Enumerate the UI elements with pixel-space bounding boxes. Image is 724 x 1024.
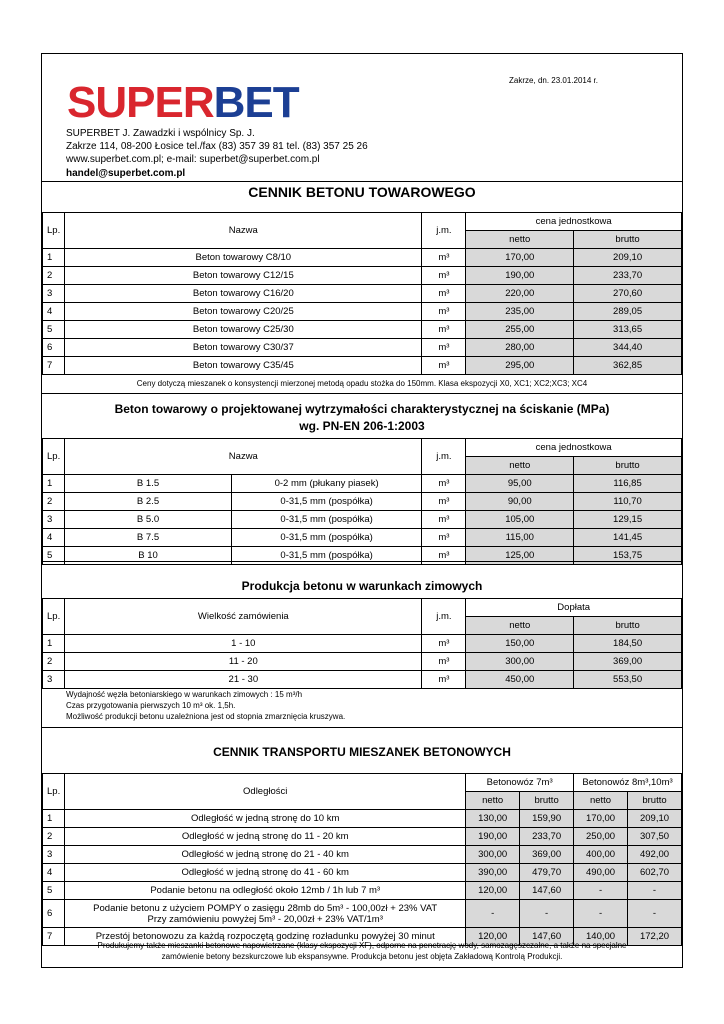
row-7m3-brutto: - bbox=[520, 900, 574, 928]
row-8-10m3-brutto: 209,10 bbox=[628, 810, 682, 828]
row-description: Odległość w jedną stronę do 41 - 60 km bbox=[65, 864, 466, 882]
row-lp: 1 bbox=[43, 249, 65, 267]
row-lp: 7 bbox=[43, 357, 65, 375]
row-brutto: 209,10 bbox=[574, 249, 682, 267]
row-netto: 300,00 bbox=[466, 653, 574, 671]
table-row bbox=[43, 864, 682, 882]
table-row bbox=[43, 671, 682, 689]
row-lp: 7 bbox=[43, 928, 65, 946]
table-row bbox=[43, 285, 682, 303]
row-brutto: 344,40 bbox=[574, 339, 682, 357]
row-8-10m3-netto: 170,00 bbox=[574, 810, 628, 828]
divider bbox=[42, 561, 682, 562]
header-netto: netto bbox=[466, 231, 574, 249]
row-order-size: 1 - 10 bbox=[65, 635, 422, 653]
row-7m3-netto: 390,00 bbox=[466, 864, 520, 882]
row-7m3-netto: 190,00 bbox=[466, 828, 520, 846]
row-7m3-brutto: 147,60 bbox=[520, 882, 574, 900]
row-brutto: 141,45 bbox=[574, 529, 682, 547]
row-netto: 255,00 bbox=[466, 321, 574, 339]
transport-price-table bbox=[42, 773, 682, 946]
company-email: handel@superbet.com.pl bbox=[66, 167, 186, 179]
row-lp: 2 bbox=[43, 653, 65, 671]
row-lp: 3 bbox=[43, 285, 65, 303]
row-aggregate: 0-31,5 mm (pospółka) bbox=[231, 511, 422, 529]
section1-note: Ceny dotyczą mieszanek o konsystencji mierzonej metodą opadu stożka do 150mm. Klasa ekspozycji X0, XC1; XC2;XC3; XC4 bbox=[42, 374, 682, 394]
row-7m3-netto: 300,00 bbox=[466, 846, 520, 864]
company-name: SUPERBET J. Zawadzki i wspólnicy Sp. J. bbox=[66, 128, 255, 139]
row-netto: 295,00 bbox=[466, 357, 574, 375]
row-8-10m3-netto: 400,00 bbox=[574, 846, 628, 864]
header-jm: j.m. bbox=[422, 599, 466, 635]
row-7m3-netto: 120,00 bbox=[466, 882, 520, 900]
row-lp: 4 bbox=[43, 303, 65, 321]
row-8-10m3-brutto: - bbox=[628, 882, 682, 900]
row-8-10m3-netto: 140,00 bbox=[574, 928, 628, 946]
row-aggregate: 0-31,5 mm (pospółka) bbox=[231, 529, 422, 547]
table-row bbox=[43, 900, 682, 928]
row-lp: 5 bbox=[43, 882, 65, 900]
row-unit: m³ bbox=[422, 547, 466, 565]
row-netto: 235,00 bbox=[466, 303, 574, 321]
footer-note bbox=[42, 940, 682, 962]
row-lp: 1 bbox=[43, 635, 65, 653]
row-aggregate: 0-2 mm (płukany piasek) bbox=[231, 475, 422, 493]
header-distance: Odległości bbox=[65, 774, 466, 810]
section2-title bbox=[42, 401, 682, 435]
row-description-line1: Podanie betonu z użyciem POMPY o zasięgu 28mb do 5m³ - 100,00zł + 23% VAT bbox=[93, 902, 438, 914]
header-lp: Lp. bbox=[43, 599, 65, 635]
divider bbox=[42, 181, 682, 182]
header-lp: Lp. bbox=[43, 439, 65, 475]
section1-title: CENNIK BETONU TOWAROWEGO bbox=[248, 184, 476, 200]
row-brutto: 110,70 bbox=[574, 493, 682, 511]
header-brutto: brutto bbox=[574, 231, 682, 249]
row-name: Beton towarowy C25/30 bbox=[65, 321, 422, 339]
row-description bbox=[65, 900, 466, 928]
row-netto: 170,00 bbox=[466, 249, 574, 267]
row-brutto: 116,85 bbox=[574, 475, 682, 493]
header-brutto: brutto bbox=[574, 617, 682, 635]
row-lp: 6 bbox=[43, 900, 65, 928]
row-description: Przestój betonowozu za każdą rozpoczętą godzinę rozładunku powyżej 30 minut bbox=[65, 928, 466, 946]
row-description: Odległość w jedną stronę do 10 km bbox=[65, 810, 466, 828]
row-name: Beton towarowy C30/37 bbox=[65, 339, 422, 357]
row-description: Podanie betonu na odległość około 12mb / 1h lub 7 m³ bbox=[65, 882, 466, 900]
row-netto: 450,00 bbox=[466, 671, 574, 689]
header-brutto: brutto bbox=[574, 457, 682, 475]
row-class: B 5.0 bbox=[65, 511, 232, 529]
row-netto: 115,00 bbox=[466, 529, 574, 547]
footer-note-line2: zamówienie betony bezskurczowe lub ekspansywne. Produkcja betonu jest objęta Zakładową Kontrolą Produkcji. bbox=[161, 952, 563, 961]
row-8-10m3-brutto: 492,00 bbox=[628, 846, 682, 864]
header-netto: netto bbox=[466, 457, 574, 475]
row-lp: 5 bbox=[43, 547, 65, 565]
winter-note-3: Możliwość produkcji betonu uzależniona jest od stopnia zmarznięcia kruszywa. bbox=[66, 712, 346, 721]
row-brutto: 270,60 bbox=[574, 285, 682, 303]
row-lp: 3 bbox=[43, 671, 65, 689]
table-row bbox=[43, 882, 682, 900]
row-8-10m3-netto: 490,00 bbox=[574, 864, 628, 882]
row-lp: 4 bbox=[43, 864, 65, 882]
winter-production-table bbox=[42, 598, 682, 689]
winter-note-1: Wydajność węzła betoniarskiego w warunkach zimowych : 15 m³/h bbox=[66, 690, 303, 699]
table-row bbox=[43, 810, 682, 828]
table-row bbox=[43, 493, 682, 511]
row-netto: 220,00 bbox=[466, 285, 574, 303]
row-name: Beton towarowy C20/25 bbox=[65, 303, 422, 321]
table-row bbox=[43, 249, 682, 267]
header-jm: j.m. bbox=[422, 213, 466, 249]
table-row bbox=[43, 529, 682, 547]
row-lp: 4 bbox=[43, 529, 65, 547]
row-lp: 2 bbox=[43, 493, 65, 511]
table-row bbox=[43, 653, 682, 671]
row-order-size: 11 - 20 bbox=[65, 653, 422, 671]
row-netto: 150,00 bbox=[466, 635, 574, 653]
row-netto: 125,00 bbox=[466, 547, 574, 565]
table-row bbox=[43, 357, 682, 375]
header-order-size: Wielkość zamówienia bbox=[65, 599, 422, 635]
row-7m3-brutto: 159,90 bbox=[520, 810, 574, 828]
row-unit: m³ bbox=[422, 285, 466, 303]
row-description-line2: Przy zamówieniu powyżej 5m³ - 20,00zł + 23% VAT/1m³ bbox=[147, 913, 383, 925]
row-lp: 3 bbox=[43, 846, 65, 864]
logo-bet: BET bbox=[213, 78, 299, 127]
row-description: Odległość w jedną stronę do 11 - 20 km bbox=[65, 828, 466, 846]
footer-note-line1: Produkujemy także mieszanki betonowe napowietrzane (klasy ekspozycji XF), odporne na penetrację wody, samozagęszczalne, a także na specjalne bbox=[97, 941, 627, 950]
row-unit: m³ bbox=[422, 475, 466, 493]
row-unit: m³ bbox=[422, 303, 466, 321]
document-date: Zakrze, dn. 23.01.2014 r. bbox=[509, 76, 598, 85]
row-7m3-brutto: 479,70 bbox=[520, 864, 574, 882]
row-lp: 2 bbox=[43, 267, 65, 285]
row-lp: 3 bbox=[43, 511, 65, 529]
header-brutto: brutto bbox=[628, 792, 682, 810]
row-name: Beton towarowy C16/20 bbox=[65, 285, 422, 303]
strength-concrete-table bbox=[42, 438, 682, 565]
row-8-10m3-brutto: 172,20 bbox=[628, 928, 682, 946]
row-unit: m³ bbox=[422, 671, 466, 689]
section4-title: CENNIK TRANSPORTU MIESZANEK BETONOWYCH bbox=[213, 745, 511, 759]
row-brutto: 153,75 bbox=[574, 547, 682, 565]
table-row bbox=[43, 635, 682, 653]
concrete-price-table bbox=[42, 212, 682, 375]
table-row bbox=[43, 303, 682, 321]
row-aggregate: 0-31,5 mm (pospółka) bbox=[231, 547, 422, 565]
header-price: cena jednostkowa bbox=[466, 213, 682, 231]
row-unit: m³ bbox=[422, 321, 466, 339]
row-class: B 2.5 bbox=[65, 493, 232, 511]
table-row bbox=[43, 475, 682, 493]
row-unit: m³ bbox=[422, 511, 466, 529]
row-brutto: 184,50 bbox=[574, 635, 682, 653]
row-name: Beton towarowy C35/45 bbox=[65, 357, 422, 375]
header-truck-7m3: Betonowóz 7m³ bbox=[466, 774, 574, 792]
row-unit: m³ bbox=[422, 493, 466, 511]
divider bbox=[42, 727, 682, 728]
header-name: Nazwa bbox=[65, 439, 422, 475]
superbet-logo bbox=[67, 78, 299, 127]
row-lp: 2 bbox=[43, 828, 65, 846]
header-surcharge: Dopłata bbox=[466, 599, 682, 617]
row-brutto: 233,70 bbox=[574, 267, 682, 285]
row-lp: 1 bbox=[43, 810, 65, 828]
row-netto: 95,00 bbox=[466, 475, 574, 493]
row-7m3-netto: 130,00 bbox=[466, 810, 520, 828]
header-jm: j.m. bbox=[422, 439, 466, 475]
row-7m3-netto: 120,00 bbox=[466, 928, 520, 946]
row-brutto: 313,65 bbox=[574, 321, 682, 339]
section3-title: Produkcja betonu w warunkach zimowych bbox=[241, 579, 483, 593]
header-brutto: brutto bbox=[520, 792, 574, 810]
company-address: Zakrze 114, 08-200 Łosice tel./fax (83) 357 39 81 tel. (83) 357 25 26 bbox=[66, 141, 368, 153]
row-unit: m³ bbox=[422, 249, 466, 267]
row-unit: m³ bbox=[422, 339, 466, 357]
logo-super: SUPER bbox=[67, 78, 214, 127]
row-7m3-brutto: 147,60 bbox=[520, 928, 574, 946]
table-row bbox=[43, 339, 682, 357]
row-brutto: 553,50 bbox=[574, 671, 682, 689]
table-row bbox=[43, 846, 682, 864]
row-8-10m3-netto: 250,00 bbox=[574, 828, 628, 846]
row-name: Beton towarowy C8/10 bbox=[65, 249, 422, 267]
row-8-10m3-netto: - bbox=[574, 900, 628, 928]
row-unit: m³ bbox=[422, 635, 466, 653]
header-netto: netto bbox=[574, 792, 628, 810]
row-netto: 280,00 bbox=[466, 339, 574, 357]
header-price: cena jednostkowa bbox=[466, 439, 682, 457]
header-netto: netto bbox=[466, 792, 520, 810]
row-name: Beton towarowy C12/15 bbox=[65, 267, 422, 285]
row-7m3-netto: - bbox=[466, 900, 520, 928]
row-unit: m³ bbox=[422, 267, 466, 285]
row-brutto: 129,15 bbox=[574, 511, 682, 529]
row-brutto: 289,05 bbox=[574, 303, 682, 321]
row-lp: 5 bbox=[43, 321, 65, 339]
row-unit: m³ bbox=[422, 653, 466, 671]
row-lp: 6 bbox=[43, 339, 65, 357]
row-8-10m3-brutto: - bbox=[628, 900, 682, 928]
header-truck-8-10m3: Betonowóz 8m³,10m³ bbox=[574, 774, 682, 792]
row-lp: 1 bbox=[43, 475, 65, 493]
table-row bbox=[43, 267, 682, 285]
row-description: Odległość w jedną stronę do 21 - 40 km bbox=[65, 846, 466, 864]
row-8-10m3-netto: - bbox=[574, 882, 628, 900]
section2-title-line1: Beton towarowy o projektowanej wytrzymałości charakterystycznej na ściskanie (MPa) bbox=[114, 402, 610, 416]
row-7m3-brutto: 369,00 bbox=[520, 846, 574, 864]
header-lp: Lp. bbox=[43, 774, 65, 810]
header-netto: netto bbox=[466, 617, 574, 635]
row-8-10m3-brutto: 602,70 bbox=[628, 864, 682, 882]
row-aggregate: 0-31,5 mm (pospółka) bbox=[231, 493, 422, 511]
section2-title-line2: wg. PN-EN 206-1:2003 bbox=[299, 419, 425, 433]
row-netto: 190,00 bbox=[466, 267, 574, 285]
row-7m3-brutto: 233,70 bbox=[520, 828, 574, 846]
table-row bbox=[43, 321, 682, 339]
row-class: B 1.5 bbox=[65, 475, 232, 493]
row-brutto: 369,00 bbox=[574, 653, 682, 671]
header-lp: Lp. bbox=[43, 213, 65, 249]
header-name: Nazwa bbox=[65, 213, 422, 249]
winter-note-2: Czas przygotowania pierwszych 10 m³ ok. 1,5h. bbox=[66, 701, 236, 710]
row-unit: m³ bbox=[422, 357, 466, 375]
row-netto: 90,00 bbox=[466, 493, 574, 511]
row-order-size: 21 - 30 bbox=[65, 671, 422, 689]
row-class: B 7.5 bbox=[65, 529, 232, 547]
row-netto: 105,00 bbox=[466, 511, 574, 529]
table-row bbox=[43, 511, 682, 529]
row-brutto: 362,85 bbox=[574, 357, 682, 375]
company-info bbox=[66, 127, 368, 180]
table-row bbox=[43, 828, 682, 846]
winter-notes bbox=[66, 689, 345, 722]
row-8-10m3-brutto: 307,50 bbox=[628, 828, 682, 846]
row-unit: m³ bbox=[422, 529, 466, 547]
company-web: www.superbet.com.pl; e-mail: superbet@superbet.com.pl bbox=[66, 154, 320, 166]
row-class: B 10 bbox=[65, 547, 232, 565]
